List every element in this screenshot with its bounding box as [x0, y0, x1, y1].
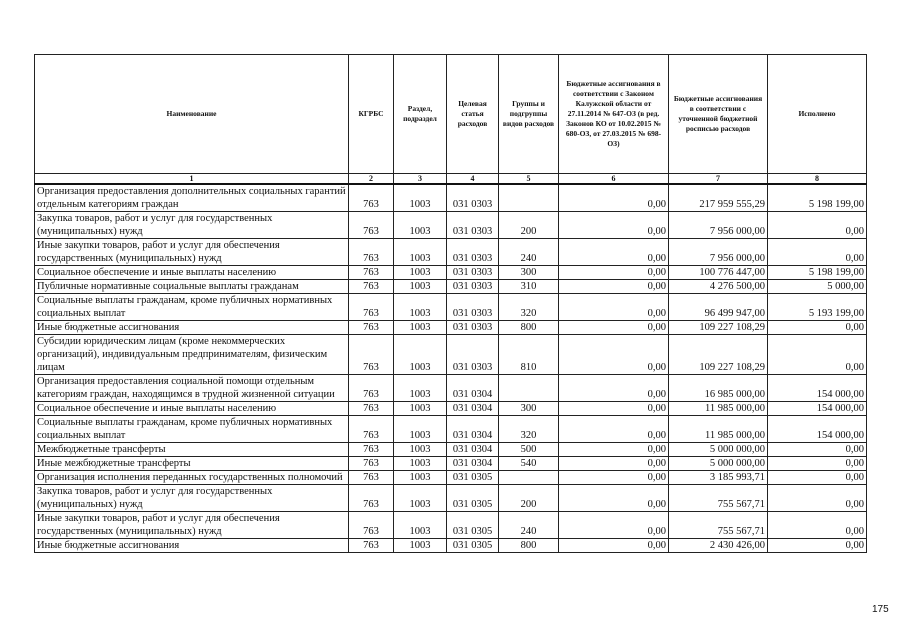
header-expense-group: Группы и подгруппы видов расходов [499, 55, 559, 174]
header-target-article: Целевая статья расходов [447, 55, 499, 174]
row-executed: 0,00 [768, 471, 867, 485]
row-section: 1003 [394, 539, 447, 553]
row-section: 1003 [394, 212, 447, 239]
row-section: 1003 [394, 402, 447, 416]
row-expense-group: 540 [499, 457, 559, 471]
row-target-article: 031 0305 [447, 471, 499, 485]
row-name: Иные бюджетные ассигнования [35, 539, 349, 553]
row-law-allocation: 0,00 [559, 443, 669, 457]
table-row [35, 457, 867, 471]
column-number: 2 [349, 174, 394, 185]
row-target-article: 031 0304 [447, 375, 499, 402]
row-refined-allocation: 2 430 426,00 [669, 539, 768, 553]
budget-table [34, 54, 867, 553]
column-number-row [35, 174, 867, 185]
row-expense-group: 240 [499, 512, 559, 539]
row-refined-allocation: 755 567,71 [669, 485, 768, 512]
row-target-article: 031 0303 [447, 335, 499, 375]
column-number: 1 [35, 174, 349, 185]
row-name: Социальные выплаты гражданам, кроме публичных нормативных социальных выплат [35, 294, 349, 321]
table-row [35, 280, 867, 294]
row-kgrbs: 763 [349, 280, 394, 294]
row-expense-group: 500 [499, 443, 559, 457]
row-target-article: 031 0303 [447, 212, 499, 239]
row-refined-allocation: 5 000 000,00 [669, 457, 768, 471]
table-row [35, 375, 867, 402]
row-expense-group: 800 [499, 321, 559, 335]
header-section: Раздел, подраздел [394, 55, 447, 174]
row-name: Организация предоставления социальной помощи отдельным категориям граждан, находящимся в трудной жизненной ситуации [35, 375, 349, 402]
row-kgrbs: 763 [349, 184, 394, 212]
row-kgrbs: 763 [349, 457, 394, 471]
row-law-allocation: 0,00 [559, 294, 669, 321]
row-law-allocation: 0,00 [559, 280, 669, 294]
row-refined-allocation: 4 276 500,00 [669, 280, 768, 294]
row-kgrbs: 763 [349, 239, 394, 266]
row-section: 1003 [394, 321, 447, 335]
row-section: 1003 [394, 457, 447, 471]
row-name: Социальное обеспечение и иные выплаты населению [35, 402, 349, 416]
row-name: Иные закупки товаров, работ и услуг для обеспечения государственных (муниципальных) нужд [35, 512, 349, 539]
row-target-article: 031 0305 [447, 512, 499, 539]
row-name: Иные закупки товаров, работ и услуг для обеспечения государственных (муниципальных) нужд [35, 239, 349, 266]
row-name: Иные межбюджетные трансферты [35, 457, 349, 471]
row-target-article: 031 0305 [447, 485, 499, 512]
row-expense-group: 200 [499, 485, 559, 512]
row-executed: 154 000,00 [768, 375, 867, 402]
row-law-allocation: 0,00 [559, 471, 669, 485]
row-refined-allocation: 217 959 555,29 [669, 184, 768, 212]
row-section: 1003 [394, 512, 447, 539]
row-executed: 0,00 [768, 485, 867, 512]
row-law-allocation: 0,00 [559, 402, 669, 416]
table-row [35, 335, 867, 375]
table-row [35, 212, 867, 239]
table-row [35, 512, 867, 539]
row-name: Социальные выплаты гражданам, кроме публичных нормативных социальных выплат [35, 416, 349, 443]
table-row [35, 266, 867, 280]
row-executed: 0,00 [768, 512, 867, 539]
row-refined-allocation: 3 185 993,71 [669, 471, 768, 485]
column-number: 6 [559, 174, 669, 185]
row-refined-allocation: 5 000 000,00 [669, 443, 768, 457]
row-law-allocation: 0,00 [559, 266, 669, 280]
column-number: 5 [499, 174, 559, 185]
header-law-allocation: Бюджетные ассигнования в соответствии с Законом Калужской области от 27.11.2014 № 647-ОЗ (в ред. Законов КО от 10.02.2015 № 680-ОЗ, от 27.03.2015 № 698-ОЗ) [559, 55, 669, 174]
table-row [35, 184, 867, 212]
row-kgrbs: 763 [349, 375, 394, 402]
row-kgrbs: 763 [349, 416, 394, 443]
row-executed: 0,00 [768, 335, 867, 375]
row-refined-allocation: 7 956 000,00 [669, 239, 768, 266]
row-name: Организация предоставления дополнительных социальных гарантий отдельным категориям граждан [35, 184, 349, 212]
table-row [35, 402, 867, 416]
row-section: 1003 [394, 294, 447, 321]
row-executed: 5 198 199,00 [768, 266, 867, 280]
row-section: 1003 [394, 184, 447, 212]
row-target-article: 031 0305 [447, 539, 499, 553]
row-target-article: 031 0304 [447, 457, 499, 471]
row-law-allocation: 0,00 [559, 335, 669, 375]
table-body [35, 184, 867, 553]
header-name: Наименование [35, 55, 349, 174]
row-kgrbs: 763 [349, 335, 394, 375]
row-refined-allocation: 16 985 000,00 [669, 375, 768, 402]
column-number: 3 [394, 174, 447, 185]
row-kgrbs: 763 [349, 402, 394, 416]
row-name: Субсидии юридическим лицам (кроме некоммерческих организаций), индивидуальным предпринимателям, физическим лицам [35, 335, 349, 375]
row-target-article: 031 0304 [447, 416, 499, 443]
column-number: 7 [669, 174, 768, 185]
row-expense-group [499, 184, 559, 212]
row-expense-group: 320 [499, 416, 559, 443]
row-law-allocation: 0,00 [559, 239, 669, 266]
row-kgrbs: 763 [349, 294, 394, 321]
row-expense-group: 800 [499, 539, 559, 553]
row-refined-allocation: 755 567,71 [669, 512, 768, 539]
table-row [35, 471, 867, 485]
row-law-allocation: 0,00 [559, 485, 669, 512]
row-kgrbs: 763 [349, 321, 394, 335]
row-kgrbs: 763 [349, 512, 394, 539]
row-executed: 0,00 [768, 212, 867, 239]
row-target-article: 031 0303 [447, 321, 499, 335]
row-refined-allocation: 100 776 447,00 [669, 266, 768, 280]
row-executed: 5 198 199,00 [768, 184, 867, 212]
row-section: 1003 [394, 266, 447, 280]
row-target-article: 031 0303 [447, 184, 499, 212]
header-kgrbs: КГРБС [349, 55, 394, 174]
table-row [35, 485, 867, 512]
row-section: 1003 [394, 485, 447, 512]
row-law-allocation: 0,00 [559, 321, 669, 335]
row-section: 1003 [394, 416, 447, 443]
row-expense-group: 320 [499, 294, 559, 321]
row-target-article: 031 0303 [447, 280, 499, 294]
table-row [35, 239, 867, 266]
row-section: 1003 [394, 335, 447, 375]
row-law-allocation: 0,00 [559, 539, 669, 553]
column-number: 4 [447, 174, 499, 185]
row-expense-group [499, 375, 559, 402]
row-refined-allocation: 11 985 000,00 [669, 416, 768, 443]
row-name: Межбюджетные трансферты [35, 443, 349, 457]
row-target-article: 031 0303 [447, 266, 499, 280]
row-law-allocation: 0,00 [559, 416, 669, 443]
row-executed: 5 193 199,00 [768, 294, 867, 321]
row-target-article: 031 0304 [447, 443, 499, 457]
table-row [35, 416, 867, 443]
row-kgrbs: 763 [349, 443, 394, 457]
row-law-allocation: 0,00 [559, 457, 669, 471]
row-expense-group: 300 [499, 402, 559, 416]
row-refined-allocation: 96 499 947,00 [669, 294, 768, 321]
row-refined-allocation: 109 227 108,29 [669, 335, 768, 375]
row-section: 1003 [394, 471, 447, 485]
row-name: Публичные нормативные социальные выплаты гражданам [35, 280, 349, 294]
row-section: 1003 [394, 375, 447, 402]
page-number: 175 [872, 604, 889, 615]
row-expense-group: 310 [499, 280, 559, 294]
row-executed: 0,00 [768, 539, 867, 553]
column-number: 8 [768, 174, 867, 185]
row-section: 1003 [394, 239, 447, 266]
row-kgrbs: 763 [349, 485, 394, 512]
row-law-allocation: 0,00 [559, 512, 669, 539]
row-executed: 0,00 [768, 457, 867, 471]
row-law-allocation: 0,00 [559, 212, 669, 239]
row-expense-group: 200 [499, 212, 559, 239]
row-name: Иные бюджетные ассигнования [35, 321, 349, 335]
row-refined-allocation: 109 227 108,29 [669, 321, 768, 335]
row-target-article: 031 0303 [447, 239, 499, 266]
row-target-article: 031 0303 [447, 294, 499, 321]
row-target-article: 031 0304 [447, 402, 499, 416]
header-refined-allocation: Бюджетные ассигнования в соответствии с уточненной бюджетной росписью расходов [669, 55, 768, 174]
row-section: 1003 [394, 280, 447, 294]
row-executed: 5 000,00 [768, 280, 867, 294]
row-executed: 0,00 [768, 321, 867, 335]
row-executed: 154 000,00 [768, 402, 867, 416]
row-refined-allocation: 7 956 000,00 [669, 212, 768, 239]
row-executed: 0,00 [768, 239, 867, 266]
table-row [35, 294, 867, 321]
row-kgrbs: 763 [349, 212, 394, 239]
row-name: Организация исполнения переданных государственных полномочий [35, 471, 349, 485]
row-kgrbs: 763 [349, 539, 394, 553]
row-name: Закупка товаров, работ и услуг для государственных (муниципальных) нужд [35, 212, 349, 239]
row-expense-group: 810 [499, 335, 559, 375]
row-executed: 154 000,00 [768, 416, 867, 443]
table-row [35, 321, 867, 335]
header-executed: Исполнено [768, 55, 867, 174]
row-expense-group: 240 [499, 239, 559, 266]
row-expense-group: 300 [499, 266, 559, 280]
table-row [35, 539, 867, 553]
row-name: Закупка товаров, работ и услуг для государственных (муниципальных) нужд [35, 485, 349, 512]
row-kgrbs: 763 [349, 266, 394, 280]
row-refined-allocation: 11 985 000,00 [669, 402, 768, 416]
row-expense-group [499, 471, 559, 485]
row-law-allocation: 0,00 [559, 184, 669, 212]
table-row [35, 443, 867, 457]
row-section: 1003 [394, 443, 447, 457]
row-kgrbs: 763 [349, 471, 394, 485]
header-row [35, 55, 867, 174]
row-name: Социальное обеспечение и иные выплаты населению [35, 266, 349, 280]
row-executed: 0,00 [768, 443, 867, 457]
row-law-allocation: 0,00 [559, 375, 669, 402]
